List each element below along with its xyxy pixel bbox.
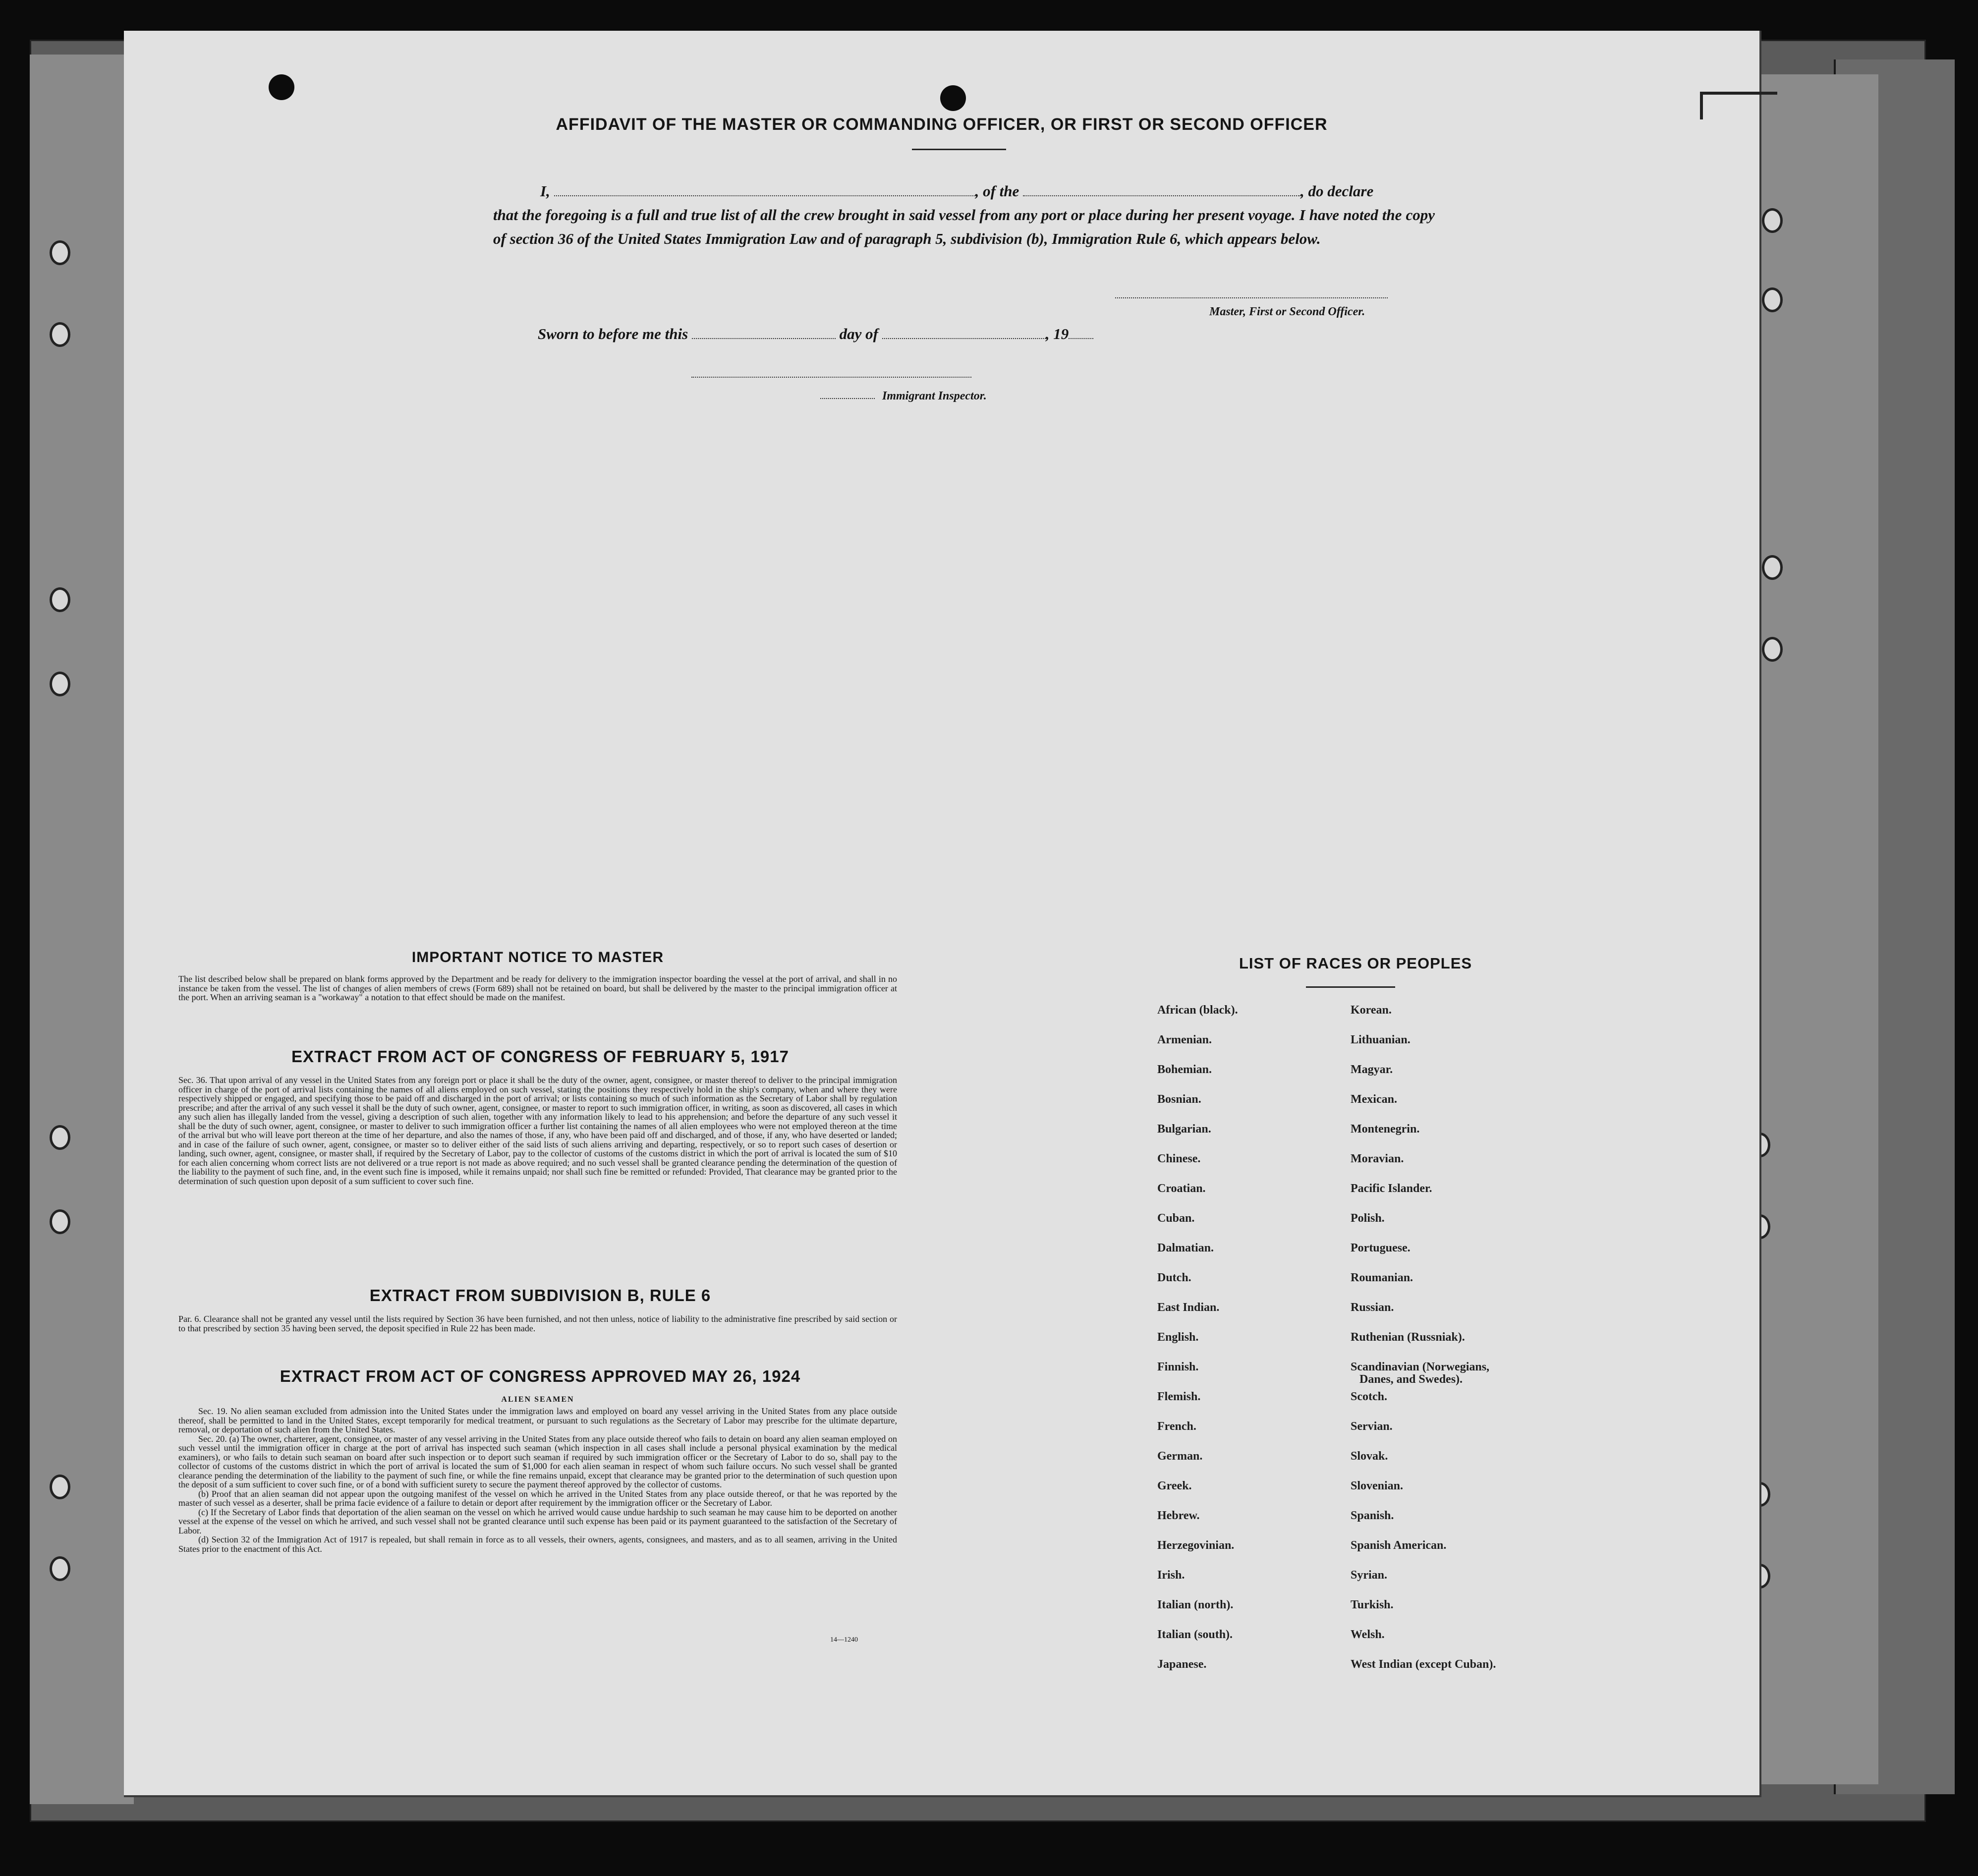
sec-20c-text: (c) If the Secretary of Labor finds that deportation of the alien seaman on the vessel on which he arrived would cause undue hardship to such seaman he may cause him to be deported on another vessel at the expense of the vessel on which he arrived, and such vessel shall not be granted clearance until such expense has been paid or its payment guaranteed to the satisfaction of the Secretary of Labor. [178,1507,897,1535]
binder-hole [50,240,70,265]
binder-hole [50,1125,70,1150]
binder-hole [50,587,70,612]
binder-hole [1762,637,1783,662]
binder-hole [1762,208,1783,233]
sec-19-text: Sec. 19. No alien seaman excluded from admission into the United States under the immigration laws and employed on board any vessel arriving in the United States from any place outside thereof, shall be permitted to land in the United States, except temporarily for medical treatment, or pursuant to such regulations as the Secretary of Labor may prescribe for the ultimate departure, removal, or deportation of such alien from the United States. [178,1406,897,1434]
binder-hole [50,1475,70,1499]
race-item: Bohemian. [1157,1063,1212,1076]
race-item: Russian. [1351,1301,1394,1314]
page-tab-mark [1700,92,1777,119]
binder-hole [50,1209,70,1234]
race-item: West Indian (except Cuban). [1351,1658,1496,1671]
race-item: Montenegrin. [1351,1123,1420,1136]
race-item: Finnish. [1157,1361,1199,1373]
binder-hole [50,322,70,347]
extract-1917-text: Sec. 36. That upon arrival of any vessel in the United States from any foreign port or place it shall be the duty of the owner, agent, consignee, or master thereof to deliver to the principal immigration officer in charge of the port of arrival lists containing the names of all aliens employed on such vessel, stating the positions they respectively hold in the ship's company, when and where they were respectively shipped or engaged, and specifying those to be paid off and discharged in the port of arrival; or lists containing so much of such information as the Secretary of Labor shall by regulation prescribe; and after the arrival of any such vessel it shall be the duty of such owner, agent, consignee, or master to report to such immigration officer, in writing, as soon as discovered, all cases in which any such alien has illegally landed from the vessel, giving a description of such alien, together with any information likely to lead to his apprehension; and before the departure of any such vessel it shall be the duty of such owner, agent, consignee, or master to deliver to such immigration officer a further list containing the names of all alien employees who were not employed thereon at the time of the arrival but who will leave port thereon at the time of her departure, and also the names of those, if any, who have been paid off and discharged, and of those, if any, who have deserted or landed; and in case of the failure of such owner, agent, consignee, or master so to deliver either of the said lists of such aliens arriving and departing, respectively, or so to report such cases of desertion or landing, such owner, agent, consignee, or master shall, if required by the Secretary of Labor, pay to the collector of customs of the customs district in which the port of arrival is located the sum of $10 for each alien concerning whom correct lists are not delivered or a true report is not made as above required; and no such vessel shall be granted clearance pending the determination of the question of the liability to the payment of such fine, and, in the event such fine is imposed, while it remains unpaid; nor shall such fine be remitted or refunded: Provided, That clearance may be granted prior to the determination of such question upon deposit of a sum sufficient to cover such fine. [178,1075,897,1186]
affidavit-body [493,179,1435,251]
race-item: East Indian. [1157,1301,1220,1314]
race-item: Cuban. [1157,1212,1195,1225]
race-item: Portuguese. [1351,1242,1411,1254]
form-number: 14—1240 [830,1636,858,1644]
race-item: Dalmatian. [1157,1242,1214,1254]
sec-20b-text: (b) Proof that an alien seaman did not appear upon the outgoing manifest of the vessel on which he arrived in the United States from any place outside thereof, or that he was reported by the master of such vessel as a deserter, shall be prima facie evidence of a failure to detain or deport after requirement by the immigration officer or the Secretary of Labor. [178,1488,897,1508]
races-title-underline [1306,986,1395,988]
sworn-year-field[interactable] [1069,325,1093,339]
race-item: Danes, and Swedes). [1359,1373,1463,1386]
race-item: Turkish. [1351,1598,1394,1611]
extract-1924-text [178,1407,897,1553]
race-item: Bosnian. [1157,1093,1201,1106]
binder-hole [50,1556,70,1581]
extract-rule6-text: Par. 6. Clearance shall not be granted any vessel until the lists required by Section 36 have been furnished, and not then unless, notice of liability to the administrative fine prescribed by said section or to that prescribed by section 35 having been served, the deposit specified in Rule 22 has been made. [178,1314,897,1333]
race-item: Welsh. [1351,1628,1385,1641]
binder-hole [1762,287,1783,312]
race-item: Bulgarian. [1157,1123,1211,1136]
race-item: Chinese. [1157,1152,1201,1165]
year-prefix: , 19 [1045,325,1069,342]
race-item: Slovenian. [1351,1479,1404,1492]
sworn-prefix: Sworn to before me this [538,325,688,342]
race-item: Hebrew. [1157,1509,1200,1522]
binder-hole [50,672,70,696]
race-item: Greek. [1157,1479,1192,1492]
race-item: Scotch. [1351,1390,1387,1403]
sworn-month-field[interactable] [882,325,1046,339]
race-item: Japanese. [1157,1658,1207,1671]
race-item: Italian (south). [1157,1628,1233,1641]
race-item: Croatian. [1157,1182,1206,1195]
notice-title: IMPORTANT NOTICE TO MASTER [411,949,664,966]
affidavit-first-line [493,179,1435,203]
races-title: LIST OF RACES OR PEOPLES [1239,955,1472,972]
inspector-label: Immigrant Inspector. [882,390,987,402]
race-item: Korean. [1351,1004,1392,1017]
extract-rule6-title: EXTRACT FROM SUBDIVISION B, RULE 6 [369,1286,711,1305]
master-signature-field[interactable] [1115,297,1388,298]
race-item: Armenian. [1157,1033,1212,1046]
do-declare-text: , do declare [1300,182,1374,200]
left-underlying-strip [30,55,134,1804]
race-item: Magyar. [1351,1063,1393,1076]
race-item: Servian. [1351,1420,1393,1433]
inspector-leader-dots [820,398,875,399]
declarant-prefix: I, [540,182,550,200]
vessel-name-field[interactable] [1023,182,1300,196]
race-item: Dutch. [1157,1271,1191,1284]
binder-hole [1762,555,1783,580]
race-item: Ruthenian (Russniak). [1351,1331,1465,1344]
race-item: Spanish. [1351,1509,1394,1522]
race-item: German. [1157,1450,1203,1463]
sec-20a-text: Sec. 20. (a) The owner, charterer, agent, consignee, or master of any vessel arriving in the United States from any place outside thereof who fails to detain on board any alien seaman employed on such vessel until the immigration officer in charge at the port of arrival has inspected such seaman (which inspection in all cases shall include a personal physical examination by the medical examiners), or who fails to detain such seaman on board after such inspection or to deport such seaman if required by such immigration officer or the Secretary of Labor to do so, shall pay to the collector of customs of the customs district in which the port of arrival is located the sum of $1,000 for each alien seaman in respect of whom such failure occurs. No such vessel shall be granted clearance pending the determination of the liability to the payment of such fine, or while the fine remains unpaid, except that clearance may be granted prior to the determination of such question upon the deposit of a sum sufficient to cover such fine, or of a bond with sufficient surety to secure the payment thereof approved by the collector of customs. [178,1433,897,1489]
extract-1917-title: EXTRACT FROM ACT OF CONGRESS OF FEBRUARY 5, 1917 [291,1047,789,1066]
sworn-line [538,325,1093,343]
declarant-name-field[interactable] [554,182,975,196]
race-item: Lithuanian. [1351,1033,1411,1046]
affidavit-title: AFFIDAVIT OF THE MASTER OR COMMANDING OFFICER, OR FIRST OR SECOND OFFICER [556,115,1328,134]
day-of-text: day of [839,325,878,342]
right-underlying-page [1754,74,1878,1784]
race-item: Italian (north). [1157,1598,1234,1611]
race-item: Flemish. [1157,1390,1201,1403]
race-item: English. [1157,1331,1199,1344]
inspector-signature-field[interactable] [691,377,971,378]
punch-hole [269,74,294,100]
master-signature-label: Master, First or Second Officer. [1209,305,1365,318]
race-item: Pacific Islander. [1351,1182,1432,1195]
of-the-text: , of the [975,182,1019,200]
race-item: Moravian. [1351,1152,1404,1165]
race-item: Herzegovinian. [1157,1539,1235,1552]
sworn-date-field[interactable] [692,325,836,339]
sec-20d-text: (d) Section 32 of the Immigration Act of 1917 is repealed, but shall remain in force as to all vessels, their owners, agents, consignees, and masters, and as to all seamen, arriving in the United States prior to the enactment of this Act. [178,1535,897,1554]
extract-1924-title: EXTRACT FROM ACT OF CONGRESS APPROVED MAY 26, 1924 [280,1367,801,1385]
race-item: African (black). [1157,1004,1238,1017]
punch-hole [940,85,966,111]
title-underline [912,149,1006,150]
race-item: Syrian. [1351,1569,1388,1582]
race-item: Mexican. [1351,1093,1397,1106]
race-item: Roumanian. [1351,1271,1413,1284]
affidavit-statement: that the foregoing is a full and true list of all the crew brought in said vessel from any port or place during her present voyage. I have noted the copy of section 36 of the United States Immigration Law and of paragraph 5, subdivision (b), Immigration Rule 6, which appears below. [493,206,1435,247]
race-item: Slovak. [1351,1450,1388,1463]
notice-text: The list described below shall be prepared on blank forms approved by the Department and be ready for delivery to the immigration inspector boarding the vessel at the port of arrival, and shall in no instance be taken from the vessel. The list of changes of alien members of crews (Form 689) shall not be retained on board, but shall be delivered by the master to the principal immigration officer at the port. When an arriving seaman is a "workaway" a notation to that effect should be made on the manifest. [178,974,897,1002]
race-item: Scandinavian (Norwegians, [1351,1361,1490,1373]
race-item: French. [1157,1420,1196,1433]
race-item: Spanish American. [1351,1539,1447,1552]
race-item: Polish. [1351,1212,1385,1225]
alien-seamen-subtitle: ALIEN SEAMEN [501,1395,574,1404]
race-item: Irish. [1157,1569,1185,1582]
